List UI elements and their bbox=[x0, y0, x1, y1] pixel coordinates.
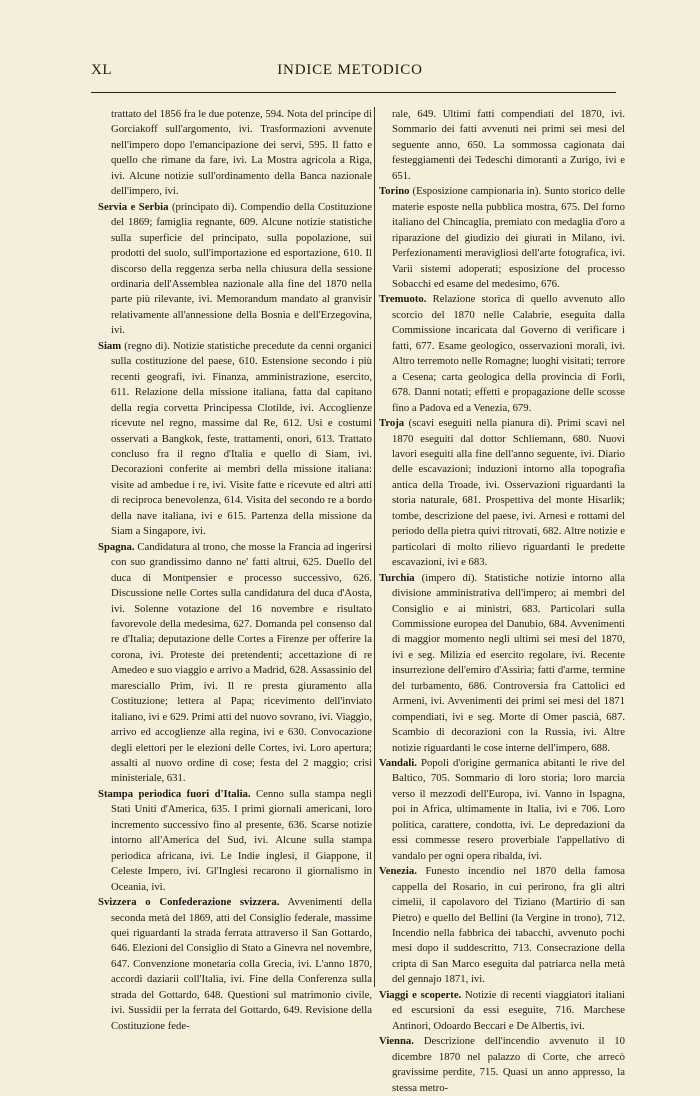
index-entry bbox=[379, 988, 625, 1034]
entry-text: Avvenimenti della seconda metà del 1869, atti del Consiglio federale, massime quei riguardanti la strada ferrata attraverso il San Gottardo, 646. Elezioni del Consiglio di Stato a Ginevra nel novembre, 647. Convenzione monetaria colla Grecia, ivi. L'anno 1870, accordi daziarii coll'Italia, ivi. Fine della Conferenza sulla strada del Gottardo, 648. Questioni sul matrimonio civile, ivi. Sussidii per la ferrata del Gottardo, 649. Revisione della Costituzione fede- bbox=[111, 896, 372, 1032]
entry-text: Funesto incendio nel 1870 della famosa cappella del Rosario, in cui perirono, fra gli altri cimelii, il capolavoro del Tiziano (Martirio di san Pietro) e quello del Bellini (la Vergine in trono), 712. Incendio nella fabbrica dei tabacchi, avvenuto pochi mesi dopo il suddescritto, 713. Consecrazione della cripta di San Marco eseguita dal patriarca nella metà del gennajo 1871, ivi. bbox=[392, 865, 625, 986]
entry-heading: Siam bbox=[98, 339, 122, 352]
index-entry: trattato del 1856 fra le due potenze, 594. Nota del principe di Gorciakoff sull'argomento, ivi. Trasformazioni avvenute nell'impero dopo l'emancipazione dei servi, 595. Il fatto e quello che rimane da fare, ivi. La Mostra agricola a Riga, ivi. Alcune notizie sull'ordinamento della Banca nazionale dell'impero, ivi. bbox=[111, 108, 372, 198]
entry-heading: Servia e Serbia bbox=[98, 200, 169, 213]
header-rule bbox=[91, 92, 616, 93]
index-entry bbox=[379, 864, 625, 988]
entry-heading: Turchia bbox=[379, 571, 415, 584]
entry-text: (scavi eseguiti nella pianura di). Primi scavi nel 1870 eseguiti dal dottor Schliemann, 680. Nuovi lavori eseguiti alla fine dell'anno seguente, ivi. Diario delle escavazioni; induzioni intorno alla topografia antica della Troade, ivi. Osservazioni riguardanti la storia naturale, 681. Prospettiva del monte Hisarlik; tombe, descrizione del paese, ivi. Arnesi e rottami del periodo della pietra quivi ritrovati, 682. Altre notizie e particolari di molto rilievo riguardanti le predette escavazioni, ivi e 683. bbox=[392, 417, 625, 569]
index-entry bbox=[379, 571, 625, 756]
entry-text: Descrizione dell'incendio avvenuto il 10 dicembre 1870 nel palazzo di Corte, che arrecò gravissime perdite, 715. Quasi un anno appresso, la stessa metro- bbox=[392, 1035, 625, 1094]
entry-heading: Vienna. bbox=[379, 1035, 414, 1048]
entry-heading: Svizzera o Confederazione svizzera. bbox=[98, 896, 280, 909]
entry-text: Candidatura al trono, che mosse la Francia ad ingerirsi con suo grandissimo danno ne' fatti altrui, 625. Duello del duca di Montpensier e processo successivo, 626. Discussione nelle Cortes sulla candidatura del duca d'Aosta, ivi. Solenne votazione del 16 novembre e risultato favorevole della medesima, 627. Domanda pel consenso dal re d'Italia; deputazione delle Cortes a Firenze per offerire la corona, ivi. Proteste dei pretendenti; accettazione di re Amedeo e suo viaggio e arrivo a Madrid, 628. Assassinio del maresciallo Prim, ivi. Il re presta giuramento alla Costituzione; lettera al Papa; ricevimento dell'inviato italiano, ivi e 629. Primi atti del nuovo sovrano, ivi. Viaggio, arrivo ed accoglienze alla regina, ivi e 630. Convocazione degli elettori per le elezioni delle Cortes, ivi. Loro apertura; assalti al nuovo ordine di cose; festa del 2 maggio; crisi ministeriale, 631. bbox=[111, 540, 372, 785]
entry-heading: Torino bbox=[379, 185, 410, 198]
index-entry bbox=[98, 895, 372, 1034]
left-column bbox=[98, 107, 372, 1034]
index-entry bbox=[379, 184, 625, 292]
index-entry bbox=[98, 200, 372, 339]
page-number: XL bbox=[91, 62, 112, 78]
entry-heading: Spagna. bbox=[98, 540, 135, 553]
entry-heading: Venezia. bbox=[379, 865, 417, 878]
entry-heading: Viaggi e scoperte. bbox=[379, 988, 462, 1001]
index-entry bbox=[379, 756, 625, 864]
entry-heading: Troja bbox=[379, 417, 405, 430]
index-entry bbox=[379, 416, 625, 571]
entry-text: Notizie di recenti viaggiatori italiani ed escursioni da essi eseguite, 716. Marchese Antinori, Odoardo Beccari e De Albertis, ivi. bbox=[392, 988, 626, 1032]
index-entry bbox=[98, 339, 372, 540]
entry-text: (Esposizione campionaria in). Sunto storico delle materie esposte nella pubblica mostra, 675. Del forno italiano del Chincaglia, premiato con medaglia d'oro a riparazione del giudizio dei giurati in Milano, ivi. Perfezionamenti meravigliosi dell'arte fotografica, ivi. Varii sistemi adoperati; esposizione del processo Sobacchi ed esame del medesimo, 676. bbox=[392, 185, 625, 290]
entry-text: Popoli d'origine germanica abitanti le rive del Baltico, 705. Sommario di loro storia; loro marcia verso il mezzodì dell'Europa, ivi. Vanno in Ispagna, poi in Africa, ultimamente in Italia, ivi e 706. Loro politica, carattere, condotta, ivi. Le depredazioni da essi commesse resero proverbiale l'appellativo di vandalo per ogni opera ribalda, ivi. bbox=[392, 757, 625, 862]
entry-text: (impero di). Statistiche notizie intorno alla divisione amministrativa dell'impero; ai membri del Consiglio e ai ministri, 683. Particolari sulla Commissione europea del Danubio, 684. Avvenimenti di maggior momento negli ultimi sei mesi del 1870, ivi e seg. Milizia ed esercito regolare, ivi. Recente insurrezione dell'emiro d'Assiria; fatti d'arme, termine del turbamento, 686. Controversia fra Cattolici ed Armeni, ivi. Avvenimenti dei primi sei mesi del 1871 compendiati, ivi e seg. Morte di Omer pascià, 687. Scambio di decorazioni con la Russia, ivi. Altre notizie riguardanti le cose interne dell'impero, 688. bbox=[392, 571, 625, 754]
entry-heading: Stampa periodica fuori d'Italia. bbox=[98, 787, 251, 800]
index-entry bbox=[379, 292, 625, 416]
column-divider bbox=[374, 107, 375, 987]
entry-heading: Vandali. bbox=[379, 757, 417, 770]
index-entry: rale, 649. Ultimi fatti compendiati del 1870, ivi. Sommario dei fatti avvenuti nei primi sei mesi del seguente anno, 650. La sommossa cagionata dai festeggiamenti dei Tedeschi dimoranti a Zurigo, ivi e 651. bbox=[392, 108, 625, 182]
index-entry bbox=[98, 540, 372, 787]
index-entry bbox=[379, 1034, 625, 1096]
entry-text: (regno di). Notizie statistiche precedute da cenni organici sulla costituzione del paese, 610. Estensione secondo i più recenti geografi, ivi. Finanza, amministrazione, esercito, 611. Relazione della missione italiana, fatta dal capitano della regia corvetta Principessa Clotilde, ivi. Accoglienze ricevute nel regno, massime dal Re, 612. Usi e costumi osservati a Bangkok, feste, trattamenti, onori, 613. Trattato concluso fra il regno d'Italia e quello di Siam, ivi. Decorazioni conferite ai membri della missione italiana: visite ad ambedue i re, ivi. Visite fatte e ricevute ed altri atti di reciproca benevolenza, 614. Visita del secondo re a bordo della nave italiana, ivi e 615. Partenza della missione da Siam a Singapore, ivi. bbox=[111, 339, 372, 538]
page-title: INDICE METODICO bbox=[277, 62, 423, 78]
entry-heading: Tremuoto. bbox=[379, 293, 427, 306]
entry-text: Cenno sulla stampa negli Stati Uniti d'America, 635. I primi giornali americani, loro incremento successivo fino al presente, 636. Scarse notizie intorno all'America del Sud, ivi. Alcune sulla stampa periodica africana, ivi. Le Indie inglesi, il Giappone, il Celeste Impero, ivi. Gl'Inglesi recarono il giornalismo in Oceania, ivi. bbox=[111, 787, 372, 893]
index-entry bbox=[98, 787, 372, 895]
right-column bbox=[379, 107, 625, 1096]
entry-text: (principato di). Compendio della Costituzione del 1869; famiglia regnante, 609. Alcune notizie statistiche sulla superficie del principato, sulla popolazione, sui prodotti del suolo, sull'importazione ed esportazione, 610. Il discorso della reggenza serba nella chiusura della sessione ordinaria dell'Assemblea nazionale alla fine del 1870 nella parte più rilevante, ivi. Memorandum mandato al granvisir relativamente all'annessione della Bosnia e dell'Erzegovina, ivi. bbox=[111, 200, 372, 337]
entry-text: Relazione storica di quello avvenuto allo scorcio del 1870 nelle Calabrie, eseguita dalla Commissione incaricata dal Governo di verificare i fatti, 677. Esame geologico, osservazioni morali, ivi. Altro terremoto nelle Romagne; luoghi visitati; terrore a Cesena; carta geologica della provincia di Forlì, 678. Danni notati; effetti e propagazione delle scosse fino a Padova ed a Venezia, 679. bbox=[392, 293, 625, 414]
